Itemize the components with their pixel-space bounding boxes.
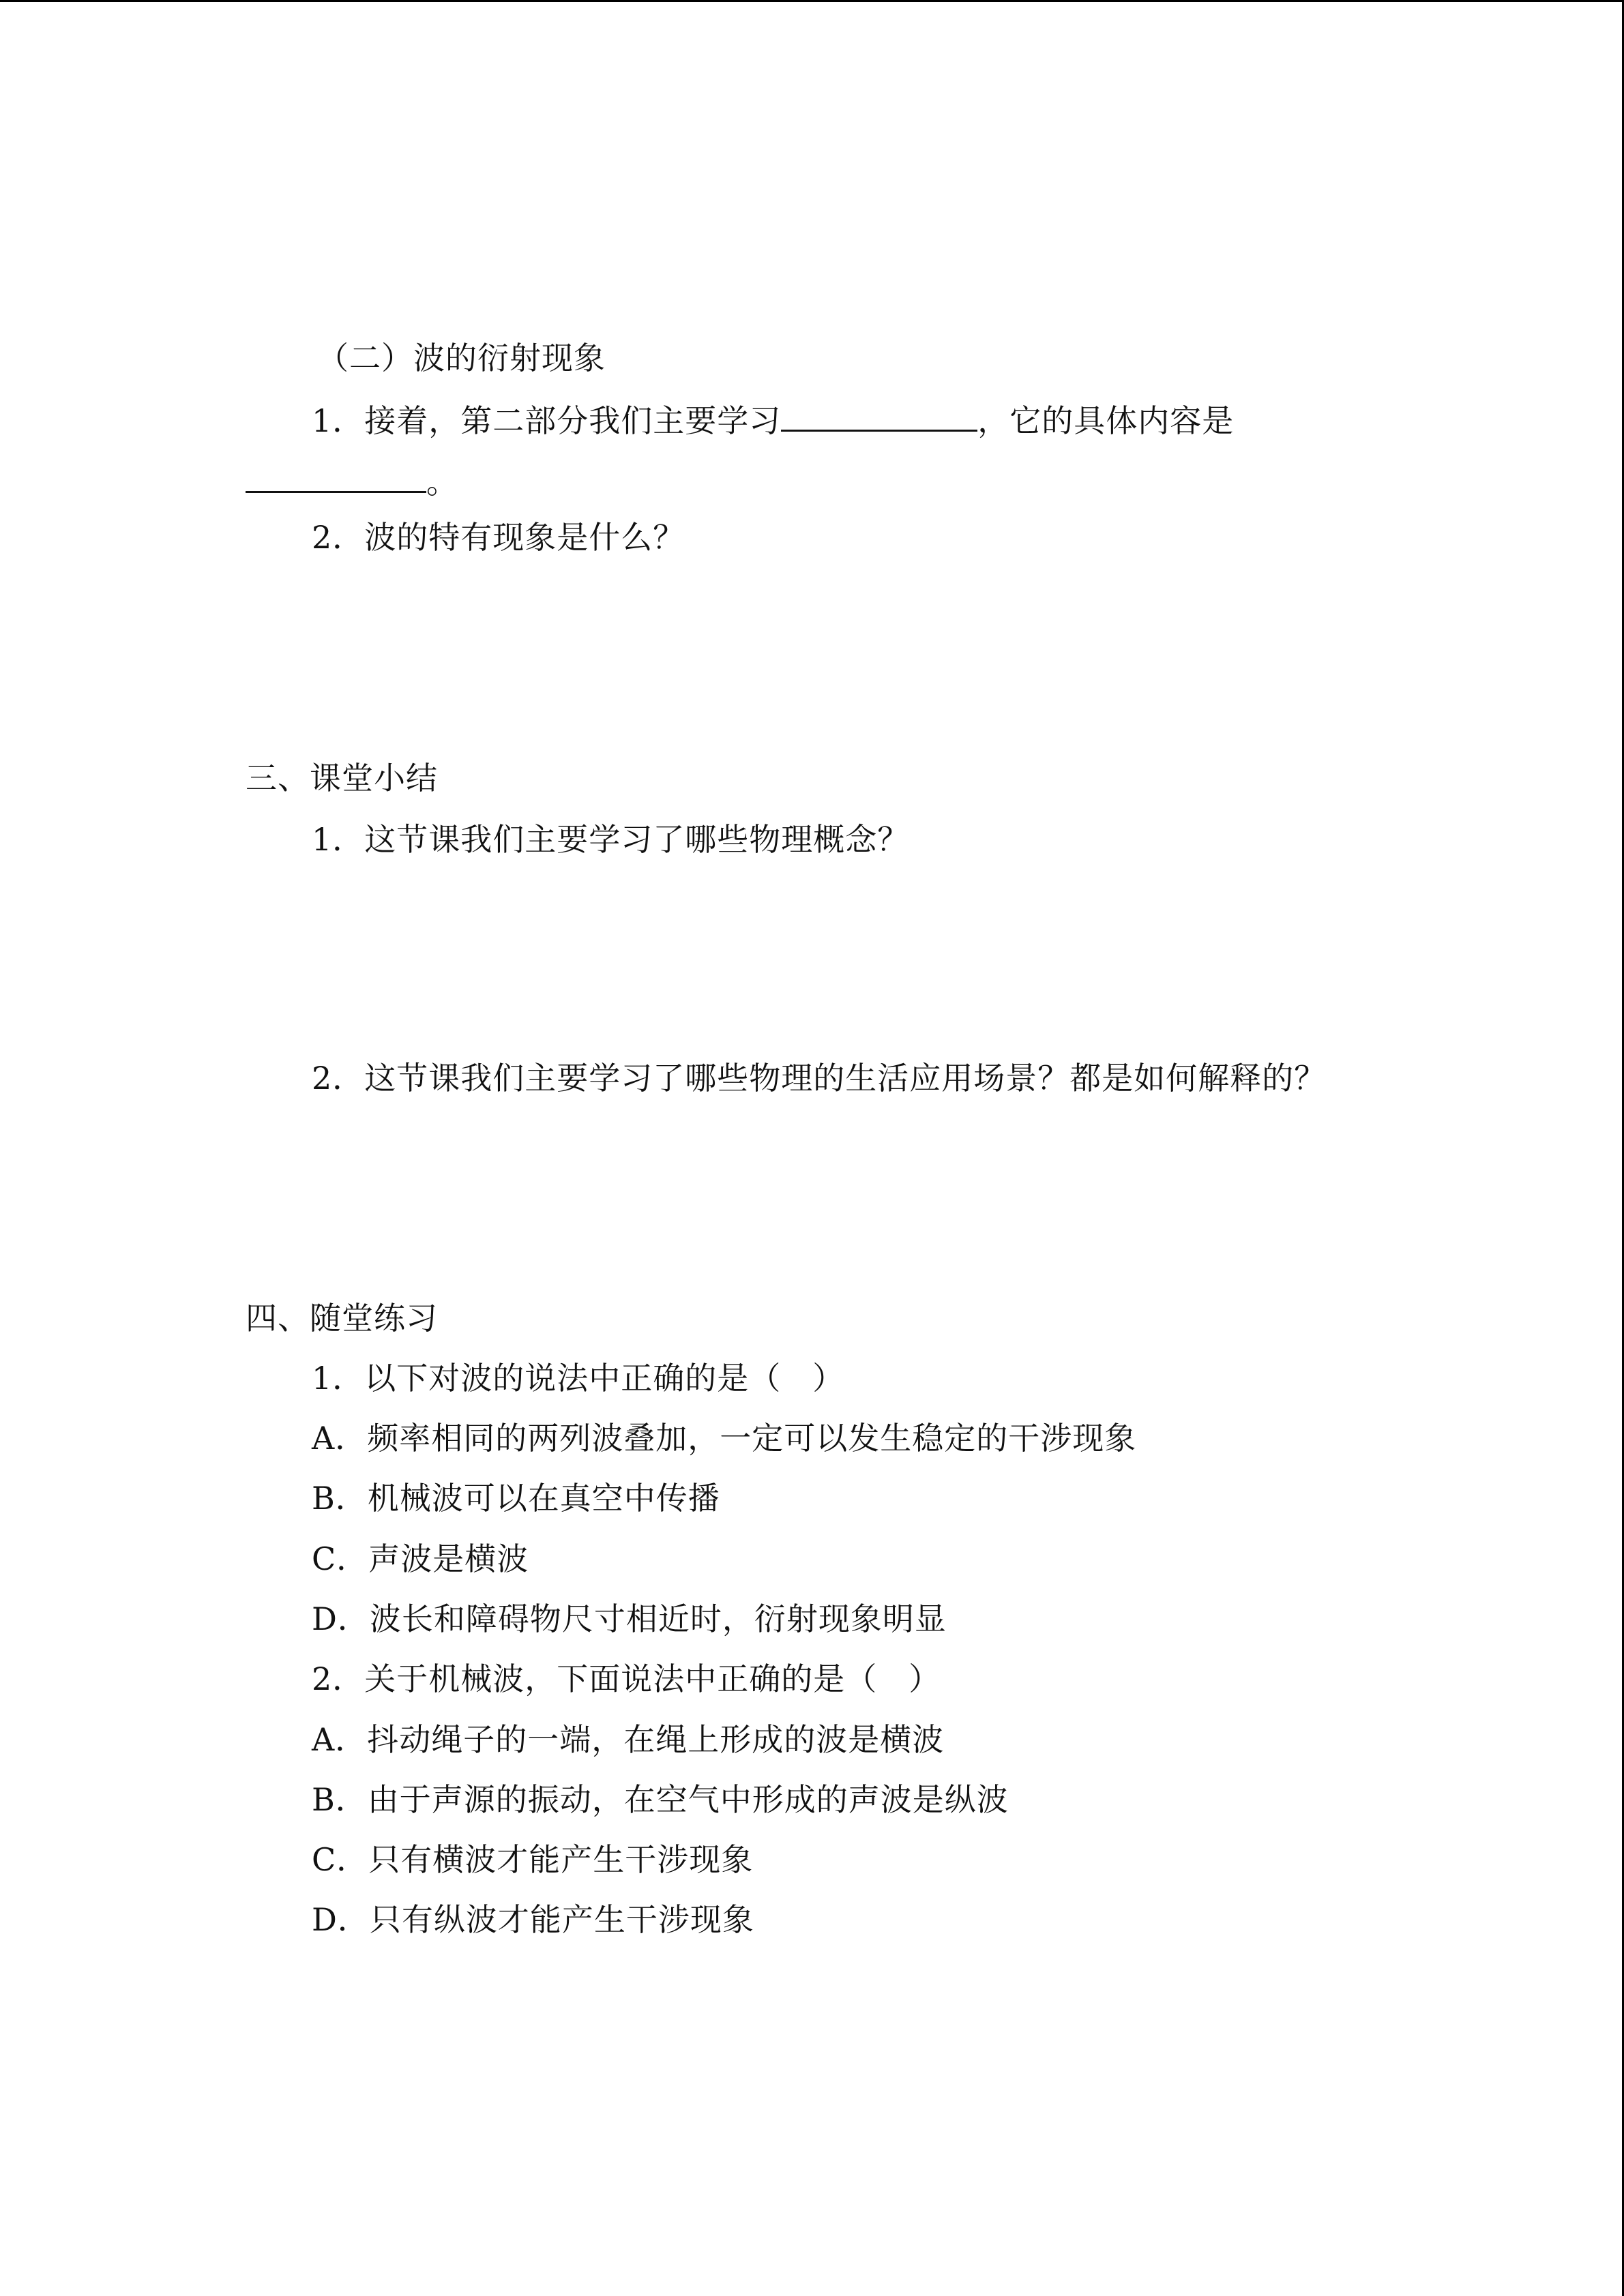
exercise-2-stem <box>312 1658 941 1699</box>
exercise-1-option-b: B．机械波可以在真空中传播 <box>312 1480 720 1517</box>
exercise-1-option-a: A．频率相同的两列波叠加，一定可以发生稳定的干涉现象 <box>312 1420 1137 1457</box>
section3-title: 三、课堂小结 <box>246 760 438 796</box>
exercise-2-option-b: B．由于声源的振动，在空气中形成的声波是纵波 <box>312 1781 1009 1818</box>
section2-question-2: 2．波的特有现象是什么？ <box>312 519 685 556</box>
exercise-1-option-c: C．声波是横波 <box>312 1540 529 1577</box>
exercise-1-stem <box>312 1358 844 1399</box>
section2-question-1 <box>312 398 1234 441</box>
section4-title: 四、随堂练习 <box>246 1300 438 1337</box>
exercise-2-option-c: C．只有横波才能产生干涉现象 <box>312 1841 754 1878</box>
q1-text-before: 1．接着，第二部分我们主要学习 <box>312 402 782 439</box>
exercise-2-option-d: D．只有纵波才能产生干涉现象 <box>312 1901 754 1938</box>
exercise-2-option-a: A．抖动绳子的一端，在绳上形成的波是横波 <box>312 1721 945 1758</box>
q1-text-after: ，它的具体内容是 <box>977 402 1235 439</box>
q1-text-end: 。 <box>426 464 458 501</box>
exercise-1-stem-close: ） <box>812 1360 845 1397</box>
exercise-1-option-d: D．波长和障碍物尺寸相近时，衍射现象明显 <box>312 1600 947 1637</box>
exercise-2-stem-close: ） <box>909 1660 941 1697</box>
section3-question-2: 2．这节课我们主要学习了哪些物理的生活应用场景？都是如何解释的？ <box>312 1060 1327 1097</box>
exercise-1-stem-text: 1．以下对波的说法中正确的是（ <box>312 1360 782 1397</box>
exercise-2-stem-text: 2．关于机械波，下面说法中正确的是（ <box>312 1660 878 1697</box>
section2-subtitle: （二）波的衍射现象 <box>317 340 606 376</box>
section3-question-1: 1．这节课我们主要学习了哪些物理概念？ <box>312 821 910 858</box>
fill-blank-2[interactable] <box>246 460 426 493</box>
fill-blank-1[interactable] <box>781 398 977 432</box>
section2-question-1-continued <box>246 460 458 503</box>
